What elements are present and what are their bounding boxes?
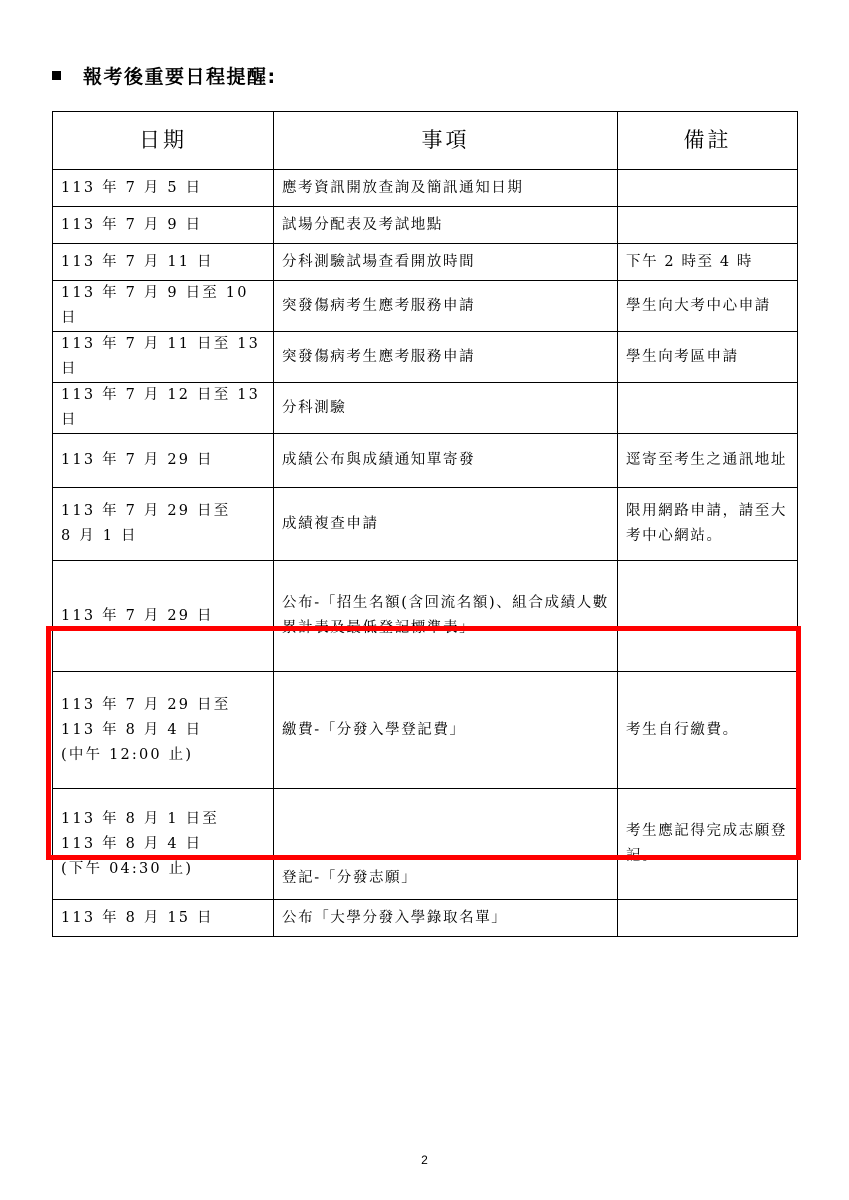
- note-cell: [618, 332, 798, 383]
- note-cell: [618, 383, 798, 434]
- section-heading-text: 報考後重要日程提醒:: [83, 65, 277, 88]
- note-text: 考生自行繳費。: [626, 721, 739, 738]
- note-cell: [618, 434, 798, 488]
- note-text: 逕寄至考生之通訊地址: [626, 452, 787, 468]
- header-item: 事項: [274, 112, 618, 170]
- table-row: [53, 207, 798, 244]
- date-text: 113 年 7 月 11 日: [61, 253, 214, 270]
- table-row: [53, 672, 798, 789]
- item-text: 繳費-「分發入學登記費」: [282, 721, 466, 738]
- table-row: [53, 561, 798, 672]
- item-cell: [274, 207, 618, 244]
- date-text: 113 年 8 月 1 日至 113 年 8 月 4 日 (下午 04:30 止): [61, 810, 219, 877]
- table-row: [53, 332, 798, 383]
- date-cell: [53, 244, 274, 281]
- date-text: 113 年 7 月 29 日: [61, 452, 214, 468]
- schedule-table: [52, 111, 798, 937]
- date-text: 113 年 7 月 9 日: [61, 216, 203, 233]
- item-cell: [274, 561, 618, 672]
- date-cell: [53, 561, 274, 672]
- note-cell: [618, 488, 798, 561]
- note-text: 學生向考區申請: [626, 348, 739, 365]
- section-heading: [52, 60, 277, 90]
- date-cell: [53, 332, 274, 383]
- date-cell: [53, 281, 274, 332]
- table-row: [53, 434, 798, 488]
- item-text: 突發傷病考生應考服務申請: [282, 348, 476, 365]
- date-text: 113 年 7 月 29 日: [61, 607, 214, 624]
- item-cell: [274, 672, 618, 789]
- date-cell: [53, 672, 274, 789]
- item-text: 分科測驗試場查看開放時間: [282, 253, 476, 270]
- item-text: 應考資訊開放查詢及簡訊通知日期: [282, 179, 524, 196]
- note-cell: [618, 244, 798, 281]
- note-cell: [618, 900, 798, 937]
- date-text: 113 年 7 月 11 日至 13 日: [61, 336, 261, 377]
- date-cell: [53, 170, 274, 207]
- note-cell: [618, 672, 798, 789]
- date-cell: [53, 900, 274, 937]
- date-text: 113 年 7 月 5 日: [61, 179, 203, 196]
- item-text: 試場分配表及考試地點: [282, 216, 443, 233]
- item-text: 成績公布與成績通知單寄發: [282, 452, 476, 468]
- item-cell: [274, 170, 618, 207]
- item-cell: [274, 900, 618, 937]
- date-text: 113 年 8 月 15 日: [61, 909, 214, 926]
- table-row: [53, 244, 798, 281]
- item-cell: [274, 383, 618, 434]
- date-cell: [53, 383, 274, 434]
- page-number: 2: [421, 1153, 428, 1167]
- item-cell: [274, 332, 618, 383]
- item-text: 公布-「招生名額(含回流名額)、組合成績人數累計表及最低登記標準表」: [282, 595, 609, 636]
- item-cell: [274, 434, 618, 488]
- item-text: 公布「大學分發入學錄取名單」: [282, 909, 508, 926]
- item-text: 登記-「分發志願」: [282, 870, 418, 886]
- note-cell: [618, 561, 798, 672]
- item-text: 成績複查申請: [282, 515, 379, 532]
- note-cell: [618, 170, 798, 207]
- date-cell: [53, 789, 274, 900]
- item-text: 分科測驗: [282, 399, 347, 416]
- date-text: 113 年 7 月 29 日至 8 月 1 日: [61, 503, 231, 544]
- table-header-row: [53, 112, 798, 170]
- table-row: [53, 383, 798, 434]
- note-text: 限用網路申請，請至大考中心網站。: [626, 503, 787, 544]
- header-date: 日期: [53, 112, 274, 170]
- table-row: [53, 488, 798, 561]
- date-cell: [53, 434, 274, 488]
- date-text: 113 年 7 月 12 日至 13 日: [61, 387, 261, 428]
- note-cell: [618, 207, 798, 244]
- date-text: 113 年 7 月 9 日至 10 日: [61, 285, 249, 326]
- note-cell: [618, 789, 798, 900]
- table-row: [53, 900, 798, 937]
- header-note: 備註: [618, 112, 798, 170]
- item-cell: [274, 244, 618, 281]
- table-row: [53, 789, 798, 900]
- item-cell: [274, 488, 618, 561]
- item-cell: [274, 789, 618, 900]
- note-text: 考生應記得完成志願登記。: [626, 823, 787, 864]
- note-text: 下午 2 時至 4 時: [626, 253, 753, 270]
- date-cell: [53, 207, 274, 244]
- date-cell: [53, 488, 274, 561]
- note-text: 學生向大考中心申請: [626, 297, 771, 314]
- table-row: [53, 170, 798, 207]
- date-text: 113 年 7 月 29 日至 113 年 8 月 4 日 (中午 12:00 止): [61, 696, 231, 763]
- item-cell: [274, 281, 618, 332]
- item-text: 突發傷病考生應考服務申請: [282, 297, 476, 314]
- table-row: [53, 281, 798, 332]
- square-bullet-icon: [52, 71, 61, 80]
- note-cell: [618, 281, 798, 332]
